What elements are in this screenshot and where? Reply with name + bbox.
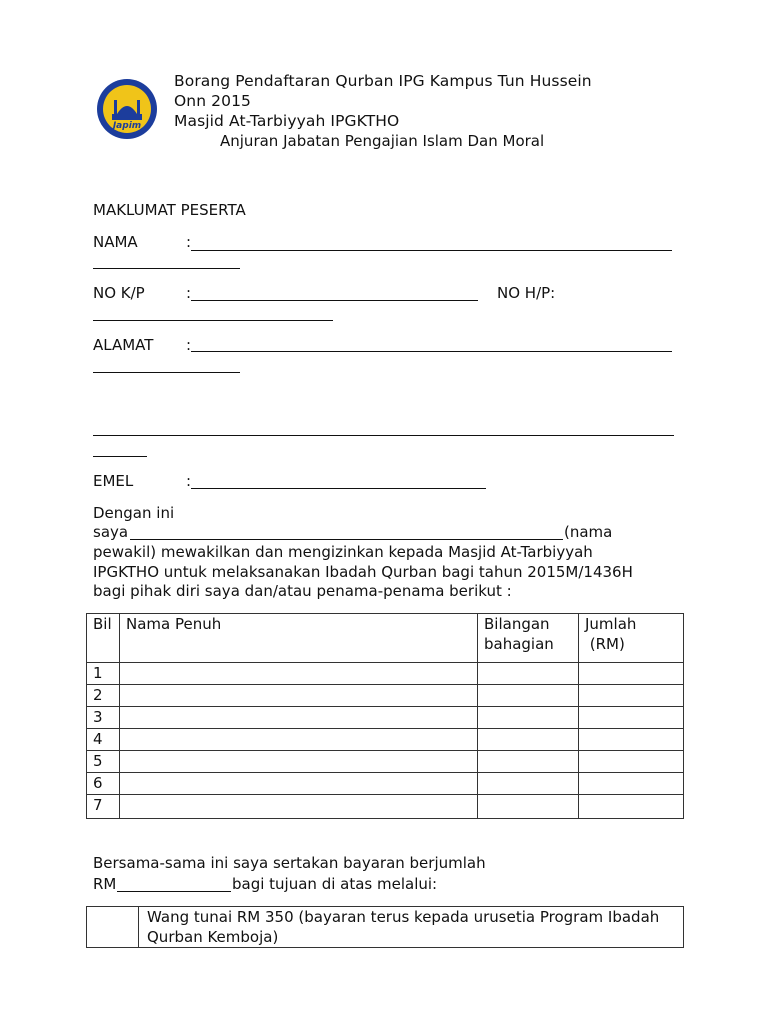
declaration-line2-end: (nama	[564, 523, 613, 541]
header-bilangan-line2: bahagian	[484, 635, 554, 653]
declaration-line4: IPGKTHO untuk melaksanakan Ibadah Qurban bagi tahun 2015M/1436H	[93, 563, 633, 581]
nokp-input-line[interactable]	[191, 300, 478, 301]
header-jumlah-line1: Jumlah	[585, 615, 637, 633]
declaration-line2-start: saya	[93, 523, 129, 541]
payment-rm-prefix: RM	[93, 875, 117, 893]
jumlah-cell[interactable]	[579, 685, 684, 707]
bilangan-cell[interactable]	[478, 773, 579, 795]
emel-label: EMEL	[93, 472, 134, 490]
jumlah-cell[interactable]	[579, 795, 684, 819]
jumlah-cell[interactable]	[579, 729, 684, 751]
declaration-line3: pewakil) mewakilkan dan mengizinkan kepada Masjid At-Tarbiyyah	[93, 543, 593, 561]
row-number: 6	[87, 773, 120, 795]
payment-option-cash	[139, 907, 684, 948]
row-number: 5	[87, 751, 120, 773]
table-row	[87, 751, 684, 773]
alamat-input-line[interactable]	[191, 351, 672, 352]
payment-line2-end: bagi tujuan di atas melalui:	[232, 875, 438, 893]
header-bilangan-bahagian	[478, 614, 579, 663]
bilangan-cell[interactable]	[478, 685, 579, 707]
nohp-label: NO H/P:	[497, 284, 556, 302]
section-title: MAKLUMAT PESERTA	[93, 201, 246, 219]
nokp-colon: :	[186, 284, 192, 302]
pewakil-name-input-line[interactable]	[130, 539, 563, 540]
form-title-line2: Onn 2015	[174, 92, 252, 110]
declaration-line1: Dengan ini	[93, 504, 175, 522]
row-number: 3	[87, 707, 120, 729]
header-jumlah-line2: (RM)	[585, 635, 625, 653]
bilangan-cell[interactable]	[478, 751, 579, 773]
table-row	[87, 707, 684, 729]
nama-colon: :	[186, 233, 192, 251]
nama-cell[interactable]	[120, 773, 478, 795]
alamat-input-line-4[interactable]	[93, 456, 147, 457]
nama-input-line-continued[interactable]	[93, 268, 240, 269]
nama-cell[interactable]	[120, 795, 478, 819]
bilangan-cell[interactable]	[478, 795, 579, 819]
row-number: 1	[87, 663, 120, 685]
nama-cell[interactable]	[120, 707, 478, 729]
form-subtitle: Anjuran Jabatan Pengajian Islam Dan Moral	[220, 132, 545, 150]
mosque-logo	[96, 78, 158, 140]
header-bil: Bil	[87, 614, 120, 663]
nama-cell[interactable]	[120, 663, 478, 685]
payment-amount-input-line[interactable]	[117, 891, 231, 892]
bilangan-cell[interactable]	[478, 707, 579, 729]
jumlah-cell[interactable]	[579, 707, 684, 729]
table-row	[87, 795, 684, 819]
table-header-row	[87, 614, 684, 663]
payment-option-line1: Wang tunai RM 350 (bayaran terus kepada urusetia Program Ibadah	[147, 908, 660, 926]
nohp-input-line[interactable]	[93, 320, 333, 321]
payment-options-table	[86, 906, 684, 948]
nama-cell[interactable]	[120, 685, 478, 707]
nokp-label: NO K/P	[93, 284, 145, 302]
alamat-input-line-3[interactable]	[93, 435, 674, 436]
row-number: 2	[87, 685, 120, 707]
declaration-line5: bagi pihak diri saya dan/atau penama-penama berikut :	[93, 582, 512, 600]
jumlah-cell[interactable]	[579, 663, 684, 685]
form-title-line3: Masjid At-Tarbiyyah IPGKTHO	[174, 112, 400, 130]
row-number: 7	[87, 795, 120, 819]
form-title-line1: Borang Pendaftaran Qurban IPG Kampus Tun Hussein	[174, 72, 592, 90]
alamat-colon: :	[186, 336, 192, 354]
payment-option-row	[87, 907, 684, 948]
table-row	[87, 773, 684, 795]
bilangan-cell[interactable]	[478, 729, 579, 751]
alamat-input-line-2[interactable]	[93, 372, 240, 373]
nama-cell[interactable]	[120, 729, 478, 751]
participants-table	[86, 613, 684, 819]
nama-label: NAMA	[93, 233, 138, 251]
alamat-label: ALAMAT	[93, 336, 154, 354]
bilangan-cell[interactable]	[478, 663, 579, 685]
emel-input-line[interactable]	[191, 488, 486, 489]
header-jumlah-rm	[579, 614, 684, 663]
header-nama-penuh: Nama Penuh	[120, 614, 478, 663]
logo-text: Japim	[112, 121, 142, 131]
jumlah-cell[interactable]	[579, 773, 684, 795]
table-row	[87, 729, 684, 751]
nama-input-line[interactable]	[191, 250, 672, 251]
nama-cell[interactable]	[120, 751, 478, 773]
header-bilangan-line1: Bilangan	[484, 615, 550, 633]
table-row	[87, 663, 684, 685]
row-number: 4	[87, 729, 120, 751]
payment-option-checkbox[interactable]	[87, 907, 139, 948]
payment-option-line2: Qurban Kemboja)	[147, 928, 279, 946]
table-row	[87, 685, 684, 707]
emel-colon: :	[186, 472, 192, 490]
payment-line1: Bersama-sama ini saya sertakan bayaran berjumlah	[93, 854, 486, 872]
jumlah-cell[interactable]	[579, 751, 684, 773]
